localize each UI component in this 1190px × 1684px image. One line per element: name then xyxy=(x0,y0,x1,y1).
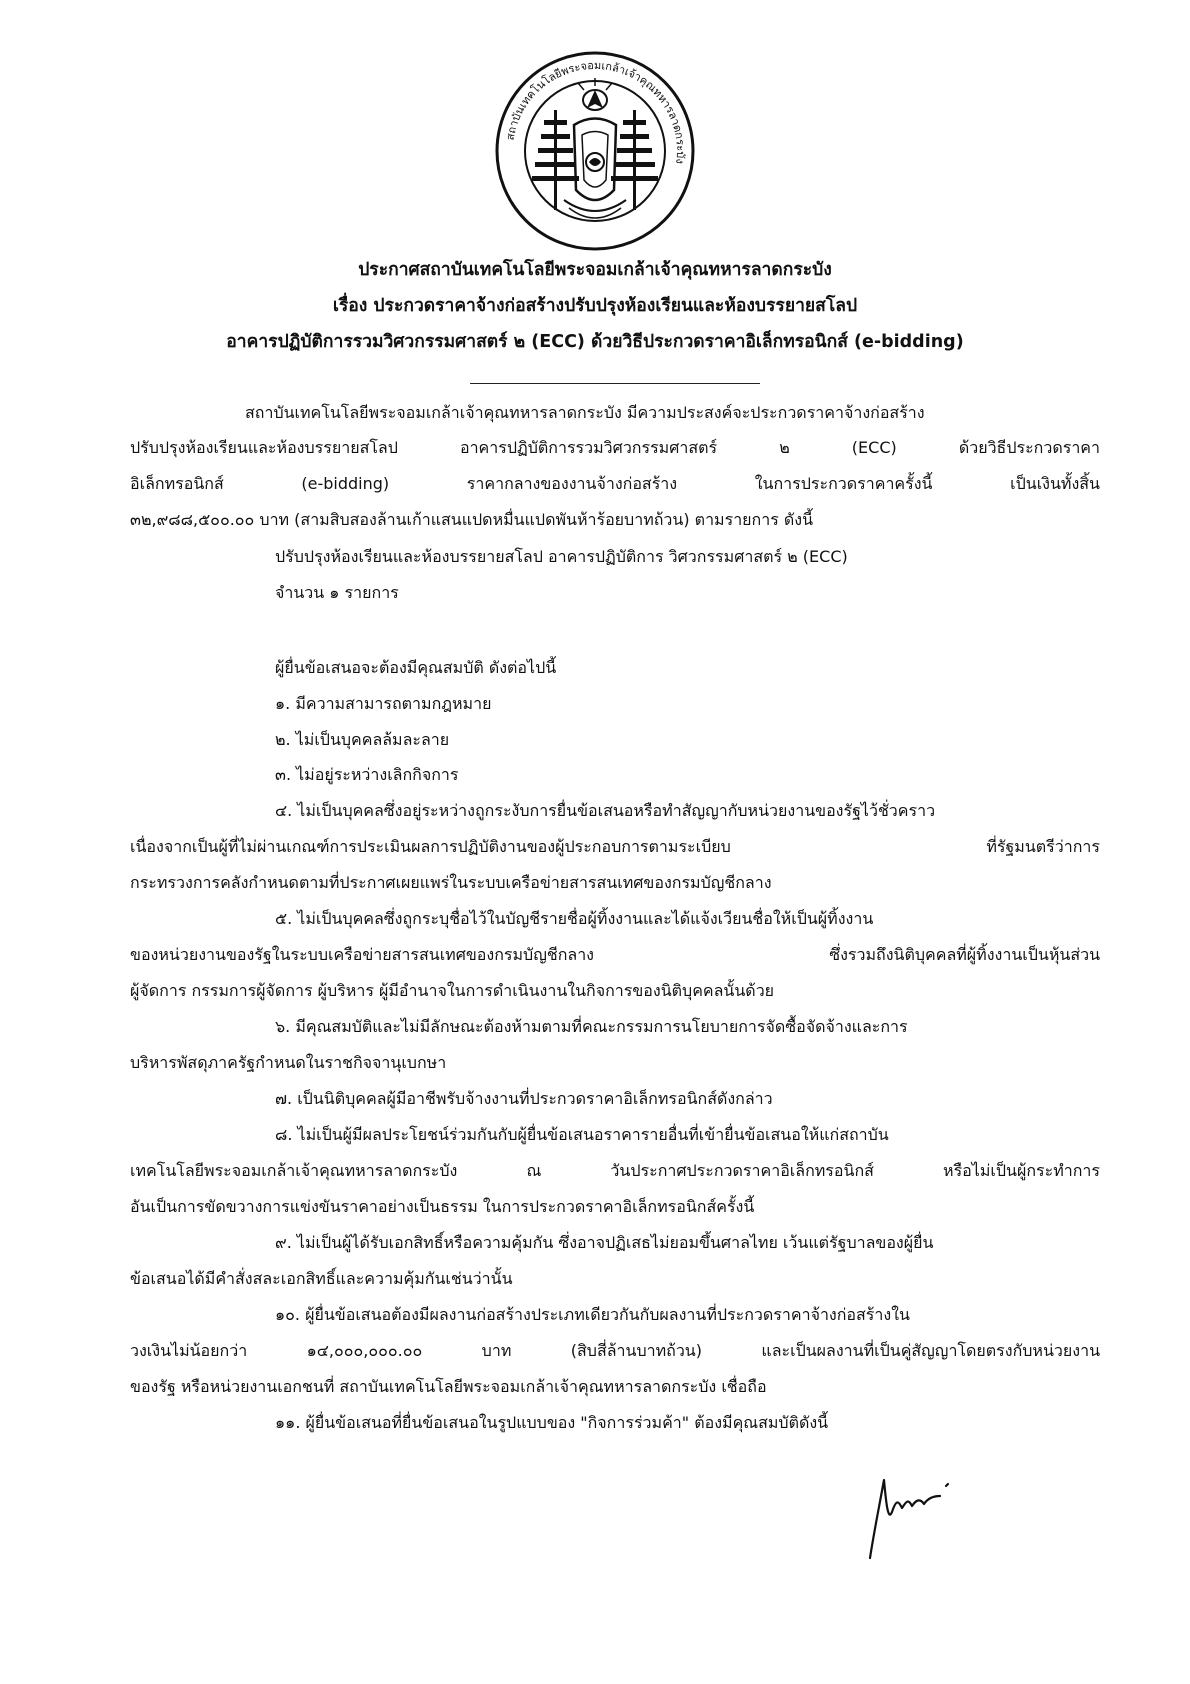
title-line-2: เรื่อง ประกวดราคาจ้างก่อสร้างปรับปรุงห้องเรียนและห้องบรรยายสโลป xyxy=(332,296,858,316)
qualification-item: ผู้จัดการ กรรมการผู้จัดการ ผู้บริหาร ผู้มีอำนาจในการดำเนินงานในกิจการของนิติบุคคลนั้นด้วย xyxy=(130,981,775,1000)
intro-line: ปรับปรุงห้องเรียนและห้องบรรยายสโลป อาคารปฏิบัติการรวมวิศวกรรมศาสตร์ ๒ (ECC) ด้วยวิธีประกวดราคา xyxy=(130,438,1100,457)
intro-line: ๓๒,๙๘๘,๕๐๐.๐๐ บาท (สามสิบสองล้านเก้าแสนแปดหมื่นแปดพันห้าร้อยบาทถ้วน) ตามรายการ ดังนี้ xyxy=(130,510,814,529)
qualification-item: บริหารพัสดุภาครัฐกำหนดในราชกิจจานุเบกษา xyxy=(130,1053,447,1072)
intro-line: อิเล็กทรอนิกส์ (e-bidding) ราคากลางของงานจ้างก่อสร้าง ในการประกวดราคาครั้งนี้ เป็นเงินทั้งสิ้น xyxy=(130,474,1100,493)
qualification-item: ๗. เป็นนิติบุคคลผู้มีอาชีพรับจ้างงานที่ประกวดราคาอิเล็กทรอนิกส์ดังกล่าว xyxy=(275,1089,773,1108)
item-name: ปรับปรุงห้องเรียนและห้องบรรยายสโลป อาคารปฏิบัติการ วิศวกรรมศาสตร์ ๒ (ECC) xyxy=(275,547,848,566)
qualification-item: ๒. ไม่เป็นบุคคลล้มละลาย xyxy=(275,730,450,749)
institute-seal-icon xyxy=(494,50,696,252)
announcement-title xyxy=(120,252,1070,360)
qualification-item: ๖. มีคุณสมบัติและไม่มีลักษณะต้องห้ามตามที่คณะกรรมการนโยบายการจัดซื้อจัดจ้างและการ xyxy=(275,1017,908,1036)
qualification-item: ๔. ไม่เป็นบุคคลซึ่งอยู่ระหว่างถูกระงับการยื่นข้อเสนอหรือทำสัญญากับหน่วยงานของรัฐไว้ชั่วคราว xyxy=(275,801,936,820)
title-divider xyxy=(470,383,760,384)
qualification-item: อันเป็นการขัดขวางการแข่งขันราคาอย่างเป็นธรรม ในการประกวดราคาอิเล็กทรอนิกส์ครั้งนี้ xyxy=(130,1197,755,1216)
title-line-1: ประกาศสถาบันเทคโนโลยีพระจอมเกล้าเจ้าคุณทหารลาดกระบัง xyxy=(358,260,832,280)
handwritten-signature-icon xyxy=(862,1472,992,1562)
qualification-item: ข้อเสนอได้มีคำสั่งสละเอกสิทธิ์และความคุ้มกันเช่นว่านั้น xyxy=(130,1269,513,1288)
qualification-item: เนื่องจากเป็นผู้ที่ไม่ผ่านเกณฑ์การประเมินผลการปฏิบัติงานของผู้ประกอบการตามระเบียบ ที่รัฐมนตรีว่าการ xyxy=(130,837,1100,856)
qualification-item: ของรัฐ หรือหน่วยงานเอกชนที่ สถาบันเทคโนโลยีพระจอมเกล้าเจ้าคุณทหารลาดกระบัง เชื่อถือ xyxy=(130,1377,767,1396)
qualifications-heading: ผู้ยื่นข้อเสนอจะต้องมีคุณสมบัติ ดังต่อไปนี้ xyxy=(275,658,557,677)
qualification-item: เทคโนโลยีพระจอมเกล้าเจ้าคุณทหารลาดกระบัง ณ วันประกาศประกวดราคาอิเล็กทรอนิกส์ หรือไม่เป็นผู้กระทำการ xyxy=(130,1161,1100,1180)
title-line-3: อาคารปฏิบัติการรวมวิศวกรรมศาสตร์ ๒ (ECC) ด้วยวิธีประกวดราคาอิเล็กทรอนิกส์ (e-bidding) xyxy=(226,332,964,352)
qualification-item: ๑๐. ผู้ยื่นข้อเสนอต้องมีผลงานก่อสร้างประเภทเดียวกันกับผลงานที่ประกวดราคาจ้างก่อสร้างใน xyxy=(275,1305,910,1324)
qualification-item: ๑๑. ผู้ยื่นข้อเสนอที่ยื่นข้อเสนอในรูปแบบของ "กิจการร่วมค้า" ต้องมีคุณสมบัติดังนี้ xyxy=(275,1413,829,1432)
svg-text:สถาบันเทคโนโลยีพระจอมเกล้าเจ้า: สถาบันเทคโนโลยีพระจอมเกล้าเจ้าคุณทหารลาดกระบัง xyxy=(503,58,688,165)
qualification-item: กระทรวงการคลังกำหนดตามที่ประกาศเผยแพร่ในระบบเครือข่ายสารสนเทศของกรมบัญชีกลาง xyxy=(130,873,772,892)
qualification-item: วงเงินไม่น้อยกว่า ๑๔,๐๐๐,๐๐๐.๐๐ บาท (สิบสี่ล้านบาทถ้วน) และเป็นผลงานที่เป็นคู่สัญญาโดยตรงกับหน่วยงาน xyxy=(130,1341,1100,1360)
qualification-item: ๓. ไม่อยู่ระหว่างเลิกกิจการ xyxy=(275,765,459,784)
qualification-item: ๕. ไม่เป็นบุคคลซึ่งถูกระบุชื่อไว้ในบัญชีรายชื่อผู้ทิ้งงานและได้แจ้งเวียนชื่อให้เป็นผู้ทิ้งงาน xyxy=(275,909,874,928)
qualification-item: ของหน่วยงานของรัฐในระบบเครือข่ายสารสนเทศของกรมบัญชีกลาง ซึ่งรวมถึงนิติบุคคลที่ผู้ทิ้งงานเป็นหุ้นส่วน xyxy=(130,945,1100,964)
qualification-item: ๑. มีความสามารถตามกฎหมาย xyxy=(275,694,492,713)
qualification-item: ๘. ไม่เป็นผู้มีผลประโยชน์ร่วมกันกับผู้ยื่นข้อเสนอราคารายอื่นที่เข้ายื่นข้อเสนอให้แก่สถาบัน xyxy=(275,1125,889,1144)
qualification-item: ๙. ไม่เป็นผู้ได้รับเอกสิทธิ์หรือความคุ้มกัน ซึ่งอาจปฏิเสธไม่ยอมขึ้นศาลไทย เว้นแต่รัฐบาลของผู้ยื่น xyxy=(275,1233,934,1252)
item-quantity: จำนวน ๑ รายการ xyxy=(275,583,399,602)
intro-line: สถาบันเทคโนโลยีพระจอมเกล้าเจ้าคุณทหารลาดกระบัง มีความประสงค์จะประกวดราคาจ้างก่อสร้าง xyxy=(245,403,925,422)
